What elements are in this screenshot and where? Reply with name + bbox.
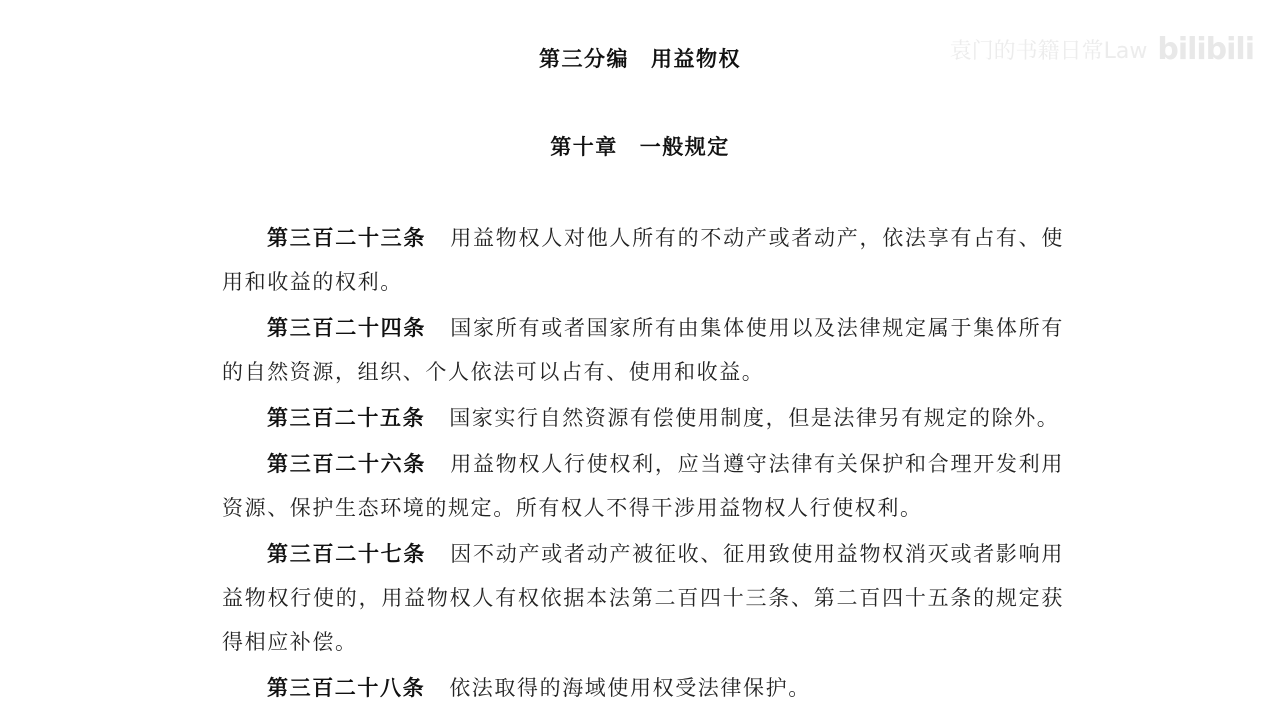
chapter-title [0, 131, 1280, 161]
bilibili-logo-icon: bilibili [1157, 32, 1254, 67]
part-name: 用益物权 [651, 46, 741, 71]
part-label: 第三分编 [539, 46, 629, 71]
article-323 [222, 216, 1064, 304]
article-327 [222, 532, 1064, 664]
article-text: 用益物权人对他人所有的不动产或者动产，依法享有占有、使用和收益的权利。 [222, 226, 1065, 294]
article-324 [222, 306, 1064, 394]
article-number: 第三百二十六条 [267, 451, 427, 476]
chapter-label: 第十章 [550, 134, 618, 159]
article-text: 因不动产或者动产被征收、征用致使用益物权消灭或者影响用益物权行使的，用益物权人有权依据本法第二百四十三条、第二百四十五条的规定获得相应补偿。 [222, 542, 1065, 654]
chapter-name: 一般规定 [639, 134, 730, 159]
article-326 [222, 442, 1064, 530]
watermark-text: 袁门的书籍日常Law [949, 39, 1148, 64]
article-number: 第三百二十五条 [267, 405, 426, 430]
article-text: 用益物权人行使权利，应当遵守法律有关保护和合理开发利用资源、保护生态环境的规定。所有权人不得干涉用益物权人行使权利。 [222, 452, 1065, 520]
article-text: 国家实行自然资源有偿使用制度，但是法律另有规定的除外。 [449, 406, 1060, 430]
article-text: 依法取得的海域使用权受法律保护。 [449, 676, 811, 700]
article-list [222, 216, 1064, 712]
article-number: 第三百二十七条 [267, 541, 427, 566]
watermark [950, 32, 1254, 67]
article-number: 第三百二十三条 [267, 225, 427, 250]
article-328 [222, 666, 1064, 710]
article-number: 第三百二十八条 [267, 675, 426, 700]
article-number: 第三百二十四条 [267, 315, 427, 340]
article-text: 国家所有或者国家所有由集体使用以及法律规定属于集体所有的自然资源，组织、个人依法可以占有、使用和收益。 [222, 316, 1065, 384]
article-325 [222, 396, 1064, 440]
